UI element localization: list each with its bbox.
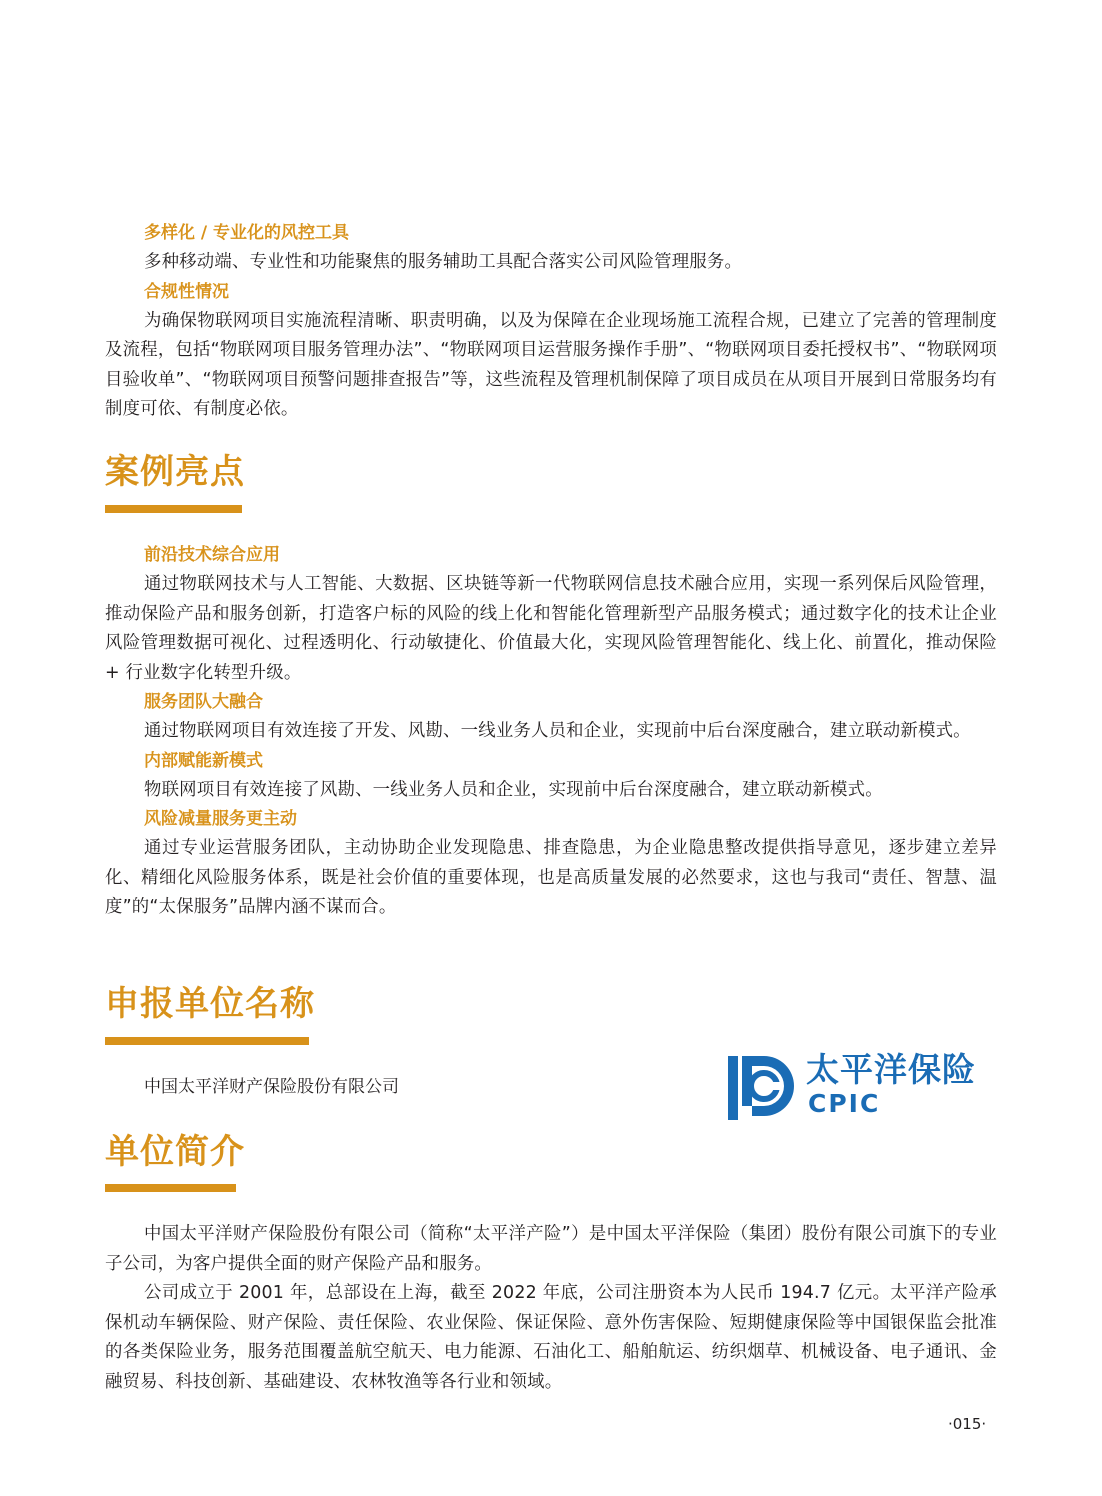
subheading-highlight-1: 前沿技术综合应用 bbox=[144, 545, 280, 565]
heading-highlights: 案例亮点 bbox=[105, 452, 245, 492]
paragraph-highlight-4: 通过专业运营服务团队，主动协助企业发现隐患、排查隐患，为企业隐患整改提供指导意见，逐步建立差异化、精细化风险服务体系，既是社会价值的重要体现，也是高质量发展的必然要求，这也与我司“责任、智慧、温度”的“太保服务”品牌内涵不谋而合。 bbox=[105, 838, 997, 917]
heading-underline-bar bbox=[105, 1184, 236, 1192]
subheading-highlight-3: 内部赋能新模式 bbox=[144, 750, 263, 771]
heading-underline-bar bbox=[105, 1037, 309, 1045]
company-name: 中国太平洋财产保险股份有限公司 bbox=[144, 1077, 399, 1097]
heading-profile: 单位简介 bbox=[105, 1132, 245, 1172]
risk-tools-section bbox=[105, 219, 997, 425]
paragraph-highlight-3: 物联网项目有效连接了风勘、一线业务人员和企业，实现前中后台深度融合，建立联动新模式。 bbox=[144, 779, 883, 800]
logo-name-en: CPIC bbox=[808, 1089, 881, 1118]
page-number: ·015· bbox=[948, 1415, 987, 1433]
subheading-compliance: 合规性情况 bbox=[144, 281, 229, 302]
highlights-section bbox=[105, 541, 997, 923]
cpic-logo-icon bbox=[728, 1048, 800, 1122]
paragraph-risk-tools: 多种移动端、专业性和功能聚焦的服务辅助工具配合落实公司风险管理服务。 bbox=[144, 252, 743, 272]
subheading-highlight-2: 服务团队大融合 bbox=[144, 692, 263, 712]
paragraph-compliance: 为确保物联网项目实施流程清晰、职责明确，以及为保障在企业现场施工流程合规，已建立了完善的管理制度及流程，包括“物联网项目服务管理办法”、“物联网项目运营服务操作手册”、“物联网项目委托授权书”、“物联网项目验收单”、“物联网项目预警问题排查报告”等，这些流程及管理机制保障了项目成员在从项目开展到日常服务均有制度可依、有制度必依。 bbox=[105, 310, 997, 419]
logo-name-cn: 太平洋保险 bbox=[806, 1050, 976, 1089]
subheading-risk-tools: 多样化 / 专业化的风控工具 bbox=[144, 223, 350, 243]
paragraph-profile-1: 中国太平洋财产保险股份有限公司（简称“太平洋产险”）是中国太平洋保险（集团）股份有限公司旗下的专业子公司，为客户提供全面的财产保险产品和服务。 bbox=[105, 1224, 997, 1274]
paragraph-profile-2: 公司成立于 2001 年，总部设在上海，截至 2022 年底，公司注册资本为人民币 194.7 亿元。太平洋产险承保机动车辆保险、财产保险、责任保险、农业保险、保证保险、意外伤害保险、短期健康保险等中国银保监会批准的各类保险业务，服务范围覆盖航空航天、电力能源、石油化工、船舶航运、纺织烟草、机械设备、电子通讯、金融贸易、科技创新、基础建设、农林牧渔等各行业和领域。 bbox=[105, 1283, 997, 1392]
heading-underline-bar bbox=[105, 505, 242, 513]
paragraph-highlight-1: 通过物联网技术与人工智能、大数据、区块链等新一代物联网信息技术融合应用，实现一系列保后风险管理，推动保险产品和服务创新，打造客户标的风险的线上化和智能化管理新型产品服务模式；通过数字化的技术让企业风险管理数据可视化、过程透明化、行动敏捷化、价值最大化，实现风险管理智能化、线上化、前置化，推动保险 + 行业数字化转型升级。 bbox=[105, 574, 997, 683]
cpic-logo bbox=[728, 1048, 998, 1122]
profile-section bbox=[105, 1220, 997, 1397]
heading-applicant: 申报单位名称 bbox=[105, 984, 315, 1024]
subheading-highlight-4: 风险减量服务更主动 bbox=[144, 809, 297, 829]
paragraph-highlight-2: 通过物联网项目有效连接了开发、风勘、一线业务人员和企业，实现前中后台深度融合，建立联动新模式。 bbox=[144, 721, 971, 741]
